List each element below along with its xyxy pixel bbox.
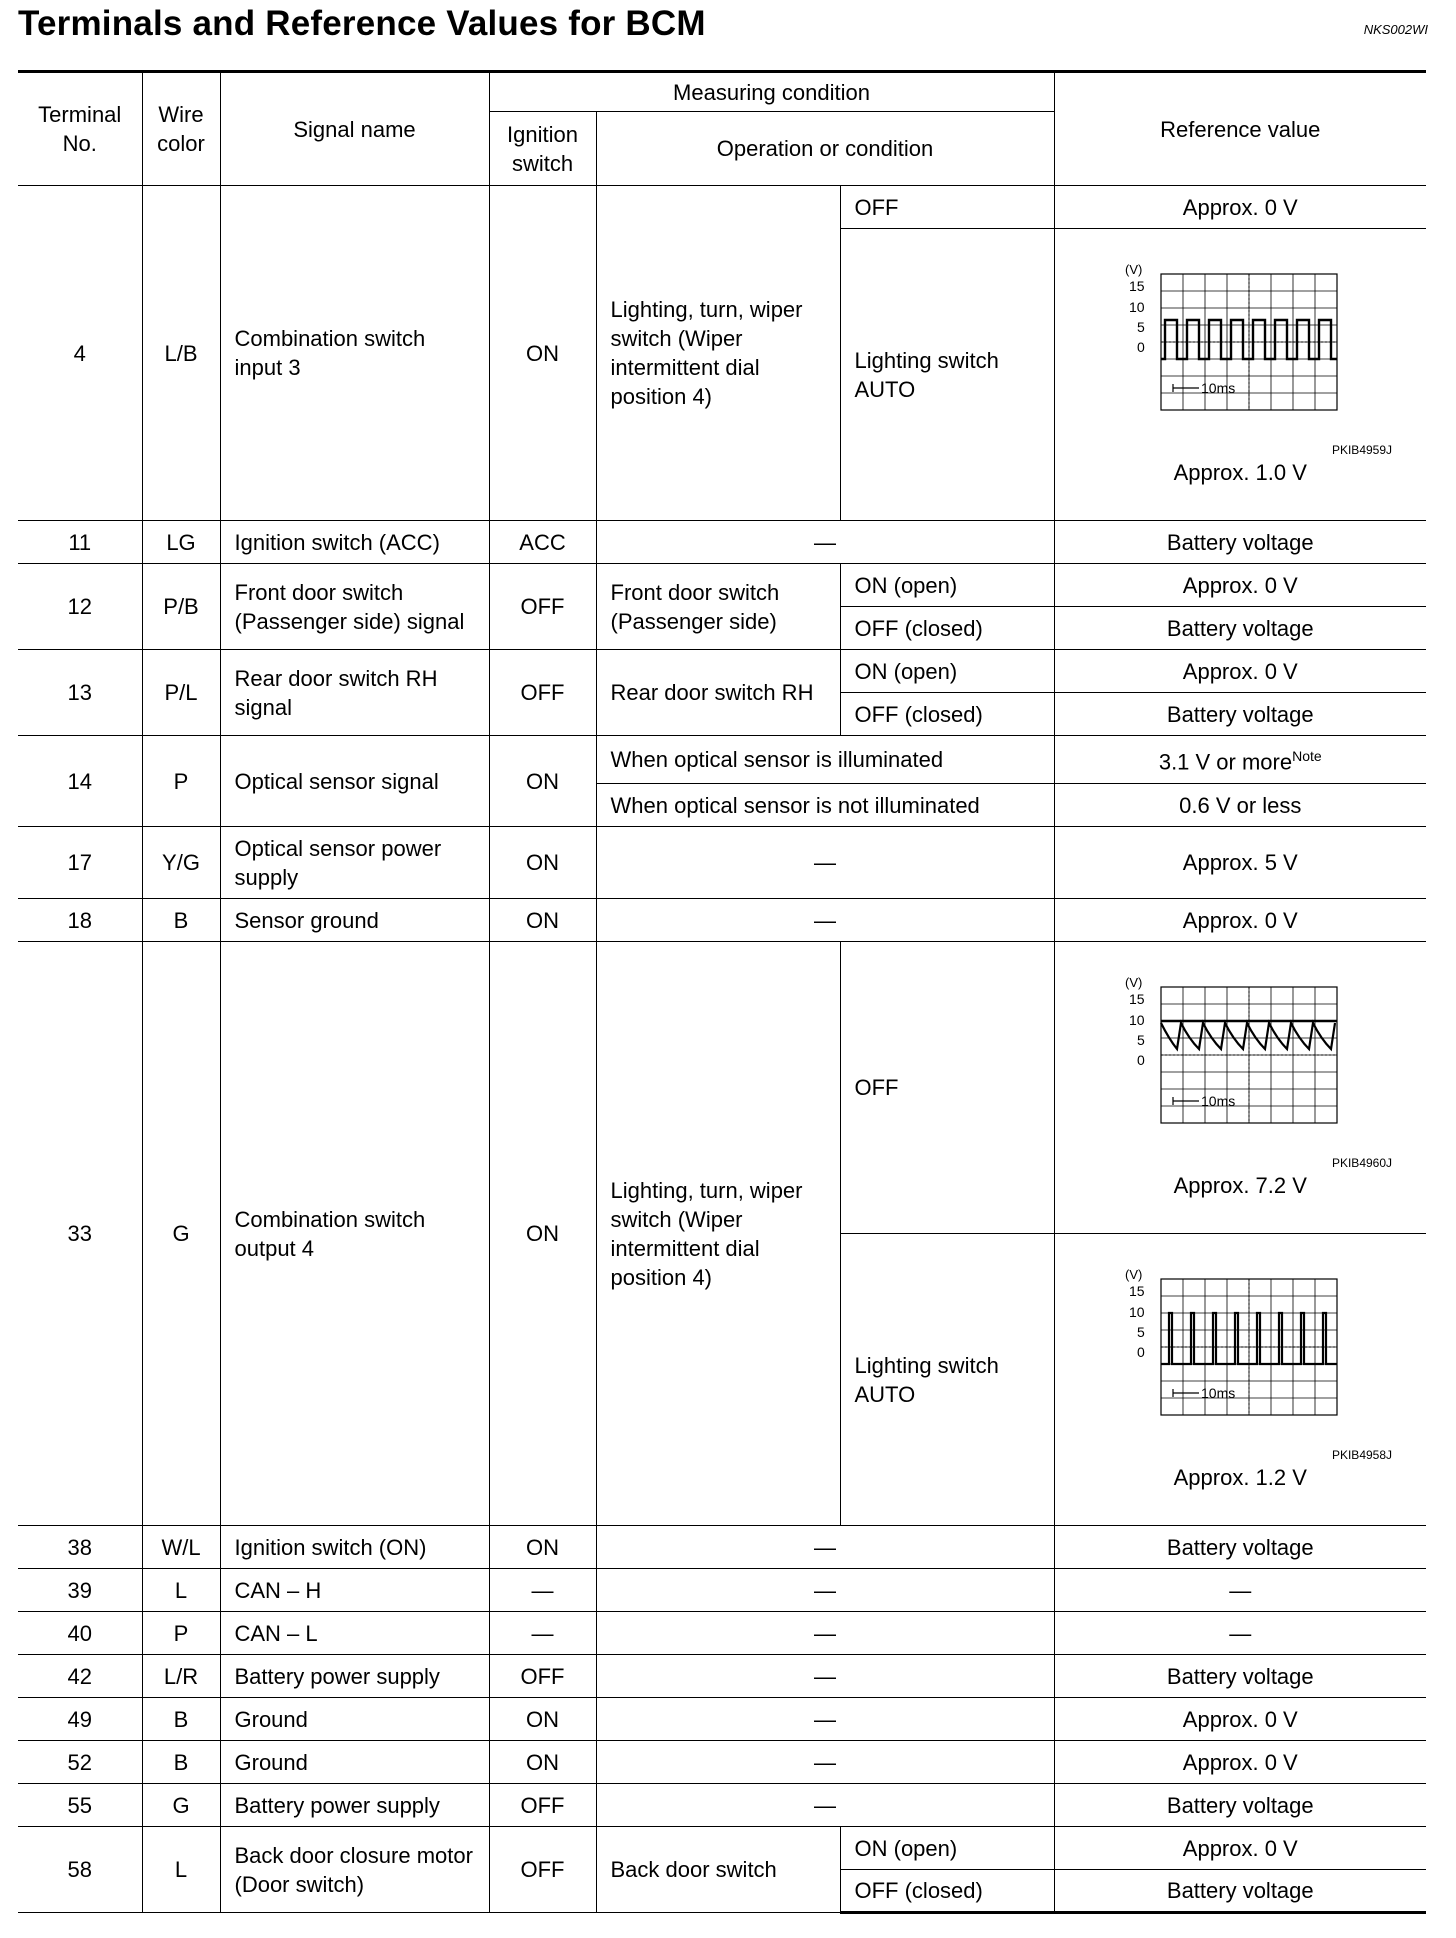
operation: — <box>596 1526 1054 1569</box>
operation: — <box>596 1741 1054 1784</box>
wire-color: LG <box>142 521 220 564</box>
reference-value: Battery voltage <box>1054 1526 1426 1569</box>
waveform-unit: (V) <box>1125 262 1143 277</box>
wire-color: L <box>142 1827 220 1913</box>
terminal-no: 39 <box>18 1569 142 1612</box>
waveform-tick: 0 <box>1137 1344 1146 1360</box>
operation: — <box>596 1569 1054 1612</box>
condition: OFF <box>840 186 1054 229</box>
waveform-tick: 0 <box>1137 339 1146 355</box>
operation: — <box>596 1612 1054 1655</box>
signal-name: Battery power supply <box>220 1655 489 1698</box>
terminal-no: 42 <box>18 1655 142 1698</box>
waveform-tick: 15 <box>1129 278 1145 294</box>
wire-color: G <box>142 1784 220 1827</box>
reference-value: Approx. 1.0 V <box>1173 460 1307 485</box>
waveform-tick: 15 <box>1129 1283 1145 1299</box>
reference-value: Approx. 0 V <box>1054 650 1426 693</box>
signal-name: Front door switch (Passenger side) signal <box>220 564 489 650</box>
ignition-switch: ON <box>489 942 596 1526</box>
terminal-no: 49 <box>18 1698 142 1741</box>
table-header <box>18 72 1426 186</box>
header-reference-value: Reference value <box>1054 72 1426 186</box>
table-row <box>18 1612 1426 1655</box>
waveform-unit: (V) <box>1125 975 1143 990</box>
header-measuring-condition: Measuring condition <box>489 72 1054 112</box>
condition: OFF (closed) <box>840 607 1054 650</box>
wire-color: P <box>142 1612 220 1655</box>
reference-value: Battery voltage <box>1054 521 1426 564</box>
figure-code: PKIB4959J <box>1331 443 1393 457</box>
terminal-no: 52 <box>18 1741 142 1784</box>
waveform-unit: (V) <box>1125 1267 1143 1282</box>
waveform-chart <box>1125 262 1355 442</box>
table-row <box>18 521 1426 564</box>
operation: — <box>596 899 1054 942</box>
waveform-tick: 5 <box>1137 1032 1146 1048</box>
ignition-switch: ON <box>489 1526 596 1569</box>
figure-code: PKIB4958J <box>1331 1448 1393 1462</box>
signal-name: Ignition switch (ON) <box>220 1526 489 1569</box>
operation: — <box>596 521 1054 564</box>
condition: Lighting switch AUTO <box>840 229 1054 521</box>
ignition-switch: ON <box>489 1741 596 1784</box>
table-row <box>18 942 1426 1234</box>
condition: ON (open) <box>840 1827 1054 1870</box>
reference-waveform-cell <box>1054 942 1426 1234</box>
ignition-switch: OFF <box>489 1655 596 1698</box>
terminal-no: 58 <box>18 1827 142 1913</box>
wire-color: Y/G <box>142 827 220 899</box>
wire-color: L/R <box>142 1655 220 1698</box>
header-terminal-no: Terminal No. <box>18 72 142 186</box>
condition: When optical sensor is not illuminated <box>596 784 1054 827</box>
table-row <box>18 1569 1426 1612</box>
ignition-switch: OFF <box>489 1827 596 1913</box>
operation: Lighting, turn, wiper switch (Wiper intermittent dial position 4) <box>596 186 840 521</box>
signal-name: CAN – L <box>220 1612 489 1655</box>
waveform-time-label: 10ms <box>1201 1385 1236 1401</box>
reference-waveform-cell <box>1054 229 1426 521</box>
terminals-table <box>18 70 1426 1914</box>
reference-value: 0.6 V or less <box>1054 784 1426 827</box>
condition: OFF <box>840 942 1054 1234</box>
operation: — <box>596 1655 1054 1698</box>
ignition-switch: OFF <box>489 1784 596 1827</box>
reference-value: Approx. 0 V <box>1054 1741 1426 1784</box>
ignition-switch: ON <box>489 899 596 942</box>
ignition-switch: OFF <box>489 564 596 650</box>
ignition-switch: — <box>489 1569 596 1612</box>
reference-value: Battery voltage <box>1054 1784 1426 1827</box>
ignition-switch: OFF <box>489 650 596 736</box>
wire-color: B <box>142 1741 220 1784</box>
terminal-no: 18 <box>18 899 142 942</box>
signal-name: Combination switch output 4 <box>220 942 489 1526</box>
reference-value: Approx. 7.2 V <box>1173 1173 1307 1198</box>
condition: ON (open) <box>840 564 1054 607</box>
waveform-time-label: 10ms <box>1201 380 1236 396</box>
signal-name: Ignition switch (ACC) <box>220 521 489 564</box>
ignition-switch: ON <box>489 186 596 521</box>
wire-color: B <box>142 1698 220 1741</box>
note-marker: Note <box>1292 748 1322 765</box>
reference-value: Approx. 0 V <box>1054 186 1426 229</box>
operation: — <box>596 1698 1054 1741</box>
reference-value: Approx. 0 V <box>1054 899 1426 942</box>
reference-value: Approx. 0 V <box>1054 1698 1426 1741</box>
waveform-tick: 5 <box>1137 319 1146 335</box>
header-operation-condition: Operation or condition <box>596 112 1054 186</box>
signal-name: Rear door switch RH signal <box>220 650 489 736</box>
wire-color: P <box>142 736 220 827</box>
operation: Rear door switch RH <box>596 650 840 736</box>
signal-name: Back door closure motor (Door switch) <box>220 1827 489 1913</box>
condition: ON (open) <box>840 650 1054 693</box>
operation: — <box>596 827 1054 899</box>
waveform-trace <box>1161 1023 1335 1049</box>
waveform-chart <box>1125 1267 1355 1447</box>
header-wire-color: Wire color <box>142 72 220 186</box>
wire-color: G <box>142 942 220 1526</box>
table-row <box>18 1741 1426 1784</box>
operation: — <box>596 1784 1054 1827</box>
waveform-tick: 15 <box>1129 991 1145 1007</box>
waveform-tick: 5 <box>1137 1324 1146 1340</box>
ignition-switch: ACC <box>489 521 596 564</box>
reference-value: Battery voltage <box>1054 1655 1426 1698</box>
waveform-time-label: 10ms <box>1201 1093 1236 1109</box>
table-row <box>18 1827 1426 1870</box>
terminal-no: 33 <box>18 942 142 1526</box>
page-title: Terminals and Reference Values for BCM <box>18 4 706 43</box>
signal-name: Optical sensor power supply <box>220 827 489 899</box>
operation: Front door switch (Passenger side) <box>596 564 840 650</box>
terminal-no: 12 <box>18 564 142 650</box>
condition: Lighting switch AUTO <box>840 1234 1054 1526</box>
terminal-no: 11 <box>18 521 142 564</box>
reference-value: Battery voltage <box>1054 693 1426 736</box>
table-row <box>18 1526 1426 1569</box>
header-signal-name: Signal name <box>220 72 489 186</box>
signal-name: Combination switch input 3 <box>220 186 489 521</box>
signal-name: Battery power supply <box>220 1784 489 1827</box>
terminal-no: 55 <box>18 1784 142 1827</box>
reference-value: Approx. 1.2 V <box>1173 1465 1307 1490</box>
terminal-no: 13 <box>18 650 142 736</box>
condition: When optical sensor is illuminated <box>596 736 1054 784</box>
terminal-no: 38 <box>18 1526 142 1569</box>
reference-value: — <box>1054 1612 1426 1655</box>
table-row <box>18 186 1426 229</box>
table-row <box>18 899 1426 942</box>
table-row <box>18 827 1426 899</box>
wire-color: W/L <box>142 1526 220 1569</box>
table-row <box>18 1784 1426 1827</box>
table-row <box>18 736 1426 784</box>
operation: Back door switch <box>596 1827 840 1913</box>
table-row <box>18 1698 1426 1741</box>
condition: OFF (closed) <box>840 1870 1054 1913</box>
ignition-switch: ON <box>489 736 596 827</box>
table-row <box>18 650 1426 693</box>
signal-name: Ground <box>220 1741 489 1784</box>
ignition-switch: ON <box>489 1698 596 1741</box>
signal-name: Sensor ground <box>220 899 489 942</box>
table-row <box>18 564 1426 607</box>
wire-color: P/L <box>142 650 220 736</box>
terminal-no: 40 <box>18 1612 142 1655</box>
reference-waveform-cell <box>1054 1234 1426 1526</box>
wire-color: P/B <box>142 564 220 650</box>
terminal-no: 4 <box>18 186 142 521</box>
operation: Lighting, turn, wiper switch (Wiper intermittent dial position 4) <box>596 942 840 1526</box>
figure-code: PKIB4960J <box>1331 1156 1393 1170</box>
reference-value: Approx. 0 V <box>1054 1827 1426 1870</box>
reference-value: — <box>1054 1569 1426 1612</box>
reference-value: Battery voltage <box>1054 607 1426 650</box>
waveform-tick: 0 <box>1137 1052 1146 1068</box>
signal-name: Ground <box>220 1698 489 1741</box>
terminal-no: 14 <box>18 736 142 827</box>
header-ignition-switch: Ignition switch <box>489 112 596 186</box>
table-row <box>18 1655 1426 1698</box>
condition: OFF (closed) <box>840 693 1054 736</box>
waveform-tick: 10 <box>1129 1304 1145 1320</box>
reference-value: Battery voltage <box>1054 1870 1426 1913</box>
reference-value-cell <box>1054 736 1426 784</box>
ignition-switch: ON <box>489 827 596 899</box>
wire-color: B <box>142 899 220 942</box>
signal-name: Optical sensor signal <box>220 736 489 827</box>
waveform-chart <box>1125 975 1355 1155</box>
document-id: NKS002WI <box>1363 22 1428 37</box>
reference-value: Approx. 5 V <box>1054 827 1426 899</box>
ignition-switch: — <box>489 1612 596 1655</box>
terminal-no: 17 <box>18 827 142 899</box>
reference-value: Approx. 0 V <box>1054 564 1426 607</box>
reference-value: 3.1 V or more <box>1158 749 1293 775</box>
waveform-tick: 10 <box>1129 299 1145 315</box>
signal-name: CAN – H <box>220 1569 489 1612</box>
wire-color: L/B <box>142 186 220 521</box>
wire-color: L <box>142 1569 220 1612</box>
waveform-tick: 10 <box>1129 1012 1145 1028</box>
